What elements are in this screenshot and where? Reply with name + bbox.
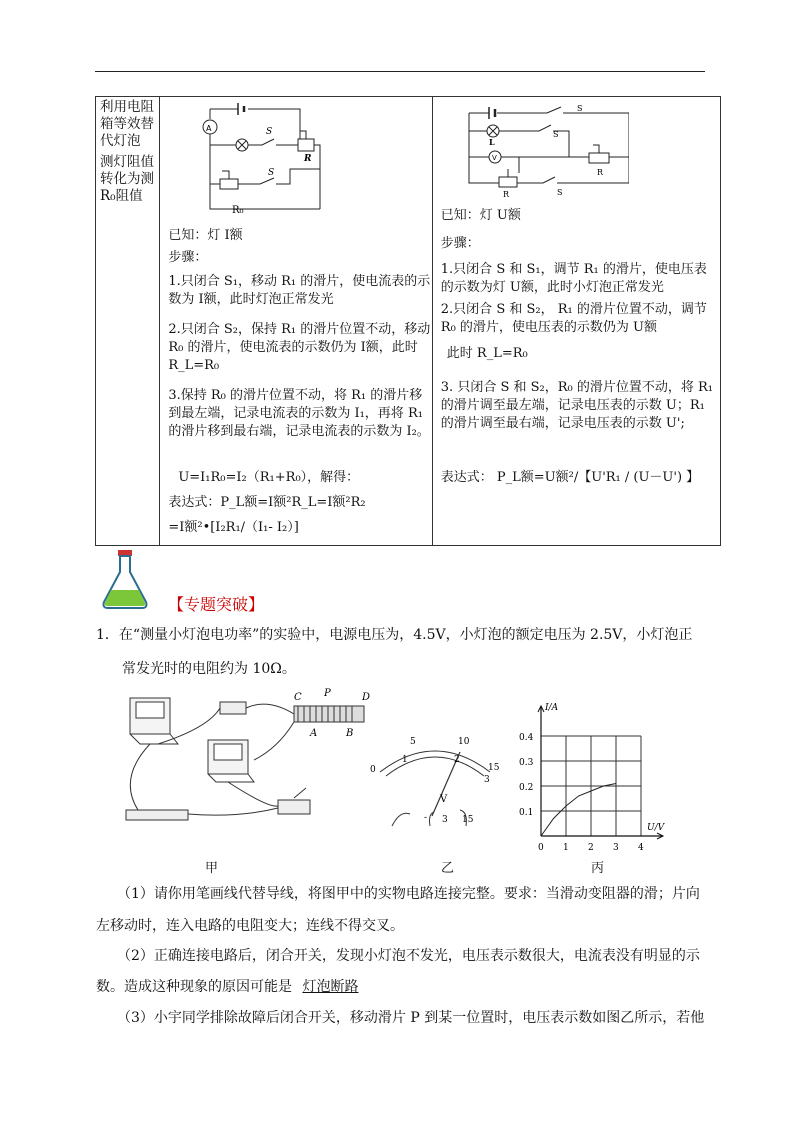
left-steps-label: 步骤： — [168, 250, 208, 265]
q1-line2: 常发光时的电阻约为 10Ω。 — [122, 661, 296, 677]
left-expression-2: =I额²•[I₂R₁/（I₁- I₂）] — [168, 520, 299, 535]
right-steps-label: 步骤： — [440, 236, 480, 251]
svg-text:R: R — [304, 154, 312, 164]
right-circuit-diagram — [459, 99, 629, 199]
svg-text:S: S — [266, 127, 273, 137]
rheo-label-d: D — [362, 692, 371, 703]
method-table — [95, 96, 721, 546]
x-tick-label: 3 — [613, 843, 619, 853]
rheo-label-a: A — [310, 728, 318, 739]
x-tick-label: 0 — [538, 843, 544, 853]
q1-part2-line2 — [96, 977, 358, 997]
meter-term-minus: - — [424, 813, 428, 823]
right-method-cell — [432, 97, 720, 546]
y-tick-label: 0.4 — [519, 733, 534, 743]
figure-jia-label: 甲 — [205, 861, 219, 876]
q1-line1: 1．在“测量小灯泡电功率”的实验中，电源电压为，4.5V，小灯泡的额定电压为 2.5V，小灯泡正 — [96, 627, 693, 643]
meter-bot-2: 2 — [454, 755, 460, 765]
left-method-cell — [160, 97, 432, 546]
meter-bot-1: 1 — [402, 755, 408, 765]
meter-bot-0: 0 — [370, 765, 376, 775]
right-expression: 表达式： P_L额=U额²/【U'R₁ / (U－U') 】 — [440, 470, 700, 485]
method-subtitle: 测灯阻值转化为测R₀阻值 — [100, 154, 154, 204]
svg-text:S: S — [268, 168, 275, 178]
svg-text:R: R — [596, 168, 603, 177]
meter-15: 15 — [488, 763, 500, 773]
right-known: 已知：灯 U额 — [440, 208, 521, 223]
method-title: 利用电阻箱等效替代灯泡 — [100, 99, 154, 149]
rheo-label-b: B — [346, 728, 354, 739]
svg-text:S: S — [576, 104, 583, 113]
figure-yi-label: 乙 — [441, 861, 455, 876]
right-step2: 2.只闭合 S 和 S₂， R₁ 的滑片位置不动，调节 R₀ 的滑片，使电压表的示数仍为 U额 — [440, 302, 707, 335]
y-tick-label: 0.1 — [519, 808, 534, 818]
rheo-label-p: P — [324, 688, 331, 699]
meter-v: V — [440, 794, 448, 805]
left-expression-1: 表达式：P_L额=I额²R_L=I额²R₂ — [168, 495, 366, 510]
x-tick-label: 4 — [638, 843, 644, 853]
right-step3: 3. 只闭合 S 和 S₂，R₀ 的滑片位置不动，将 R₁ 的滑片调至最左端，记录电压表的示数 U；R₁ 的滑片调至最右端，记录电压表的示数 U'; — [440, 380, 714, 431]
header-rule — [95, 71, 705, 72]
flask-icon — [100, 550, 150, 610]
q1-part2-prefix: 数。造成这种现象的原因可能是 — [96, 979, 292, 995]
svg-text:A: A — [206, 124, 212, 133]
left-res-label: R₀ — [232, 205, 244, 216]
figure-bing-chart — [505, 700, 685, 860]
svg-text:L: L — [488, 137, 495, 147]
svg-text:S: S — [552, 130, 559, 139]
meter-term-3: 3 — [442, 815, 448, 825]
right-step1: 1.只闭合 S 和 S₁，调节 R₁ 的滑片，使电压表的示数为灯 U额，此时小灯泡正常发光 — [440, 262, 707, 295]
rheo-label-c: C — [294, 692, 302, 703]
left-step2: 2.只闭合 S₂，保持 R₁ 的滑片位置不动，移动 R₀ 的滑片，使电流表的示数仍为 I额，此时 R_L=R₀ — [168, 322, 431, 373]
y-axis-label: I/A — [545, 703, 559, 713]
meter-top-5: 5 — [410, 737, 416, 747]
left-step1: 1.只闭合 S₁，移动 R₁ 的滑片，使电流表的示数为 I额，此时灯泡正常发光 — [168, 274, 431, 307]
left-step3: 3.保持 R₀ 的滑片位置不动，将 R₁ 的滑片移到最左端，记录电流表的示数为 I₁，再将 R₁ 的滑片移到最右端，记录电流表的示数为 I₂。 — [168, 388, 430, 439]
left-equation: U=I₁R₀=I₂（R₁+R₀），解得： — [178, 470, 360, 485]
figure-yi-voltmeter — [370, 730, 500, 830]
method-title-cell — [96, 97, 160, 546]
figure-bing-label: 丙 — [591, 861, 605, 876]
x-tick-label: 1 — [563, 843, 569, 853]
left-known: 已知：灯 I额 — [168, 228, 243, 243]
meter-term-15: 15 — [462, 815, 474, 825]
y-tick-label: 0.2 — [519, 783, 534, 793]
svg-text:S: S — [556, 188, 563, 197]
iu-curve — [541, 784, 616, 837]
q1-part1-line2: 左移动时，连入电路的电阻变大；连线不得交叉。 — [96, 918, 404, 934]
meter-bot-3: 3 — [484, 775, 490, 785]
q1-part1-line1: （1）请你用笔画线代替导线，将图甲中的实物电路连接完整。要求：当滑动变阻器的滑；片向 — [117, 886, 700, 902]
q1-part2-line1: （2）正确连接电路后，闭合开关，发现小灯泡不发光，电压表示数很大，电流表没有明显的示 — [117, 948, 700, 964]
x-axis-label: U/V — [647, 823, 665, 833]
x-tick-label: 2 — [588, 843, 594, 853]
svg-text:V: V — [491, 154, 497, 162]
figure-jia-apparatus — [118, 688, 378, 838]
left-circuit-diagram — [170, 99, 330, 224]
q1-part2-answer: 灯泡断路 — [302, 979, 359, 995]
svg-text:R: R — [502, 190, 509, 199]
q1-part3-line1: （3）小宇同学排除故障后闭合开关，移动滑片 P 到某一位置时，电压表示数如图乙所示，若他 — [117, 1010, 705, 1026]
section-title: 【专题突破】 — [168, 595, 265, 614]
right-step2b: 此时 R_L=R₀ — [446, 346, 528, 361]
meter-top-10: 10 — [458, 737, 470, 747]
y-tick-label: 0.3 — [519, 758, 534, 768]
